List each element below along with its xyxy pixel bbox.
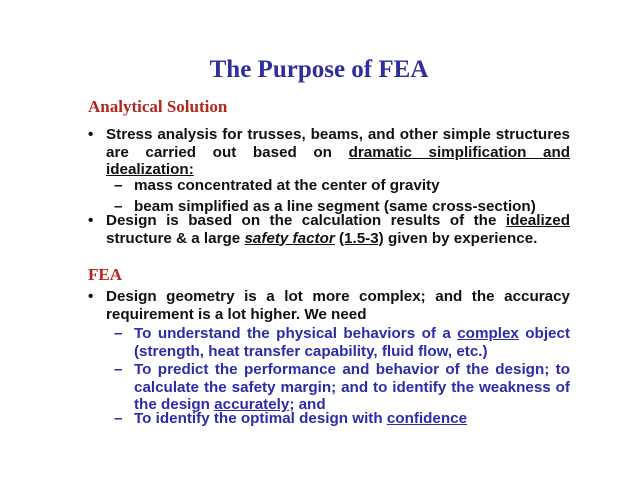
- fea-sub-2: [112, 361, 570, 414]
- factor-range-underlined: (1.5-3): [339, 229, 384, 247]
- bullet-marker: •: [88, 212, 94, 229]
- analytical-sub-2-text: beam simplified as a line segment (same cross-section): [134, 198, 536, 215]
- complex-underlined: complex: [457, 325, 519, 342]
- fea-sub-3: [112, 410, 570, 428]
- fea-sub-1-post: object (strength, heat transfer capability, fluid flow, etc.): [134, 325, 570, 360]
- analytical-sub-1: [112, 177, 570, 195]
- bullet-marker: •: [88, 288, 94, 305]
- analytical-bullet-2-text: Design is based on the calculation results of the: [106, 212, 506, 229]
- slide-title: The Purpose of FEA: [209, 56, 429, 83]
- idealized-underlined: idealized: [505, 212, 570, 229]
- fea-sub-2-text: To predict the performance and behavior of the design; to calculate the safety margin; and to identify the weakness of the design: [134, 361, 570, 413]
- bullet-marker: •: [88, 126, 94, 143]
- fea-sub-1-text: To understand the physical behaviors of a: [134, 325, 458, 342]
- safety-factor-underlined: safety factor: [244, 229, 335, 247]
- fea-sub-3-text: To identify the optimal design with: [134, 410, 387, 427]
- analytical-bullet-1: [88, 126, 570, 179]
- fea-sub-1: [112, 325, 570, 360]
- dash-marker: –: [114, 325, 123, 342]
- accurately-underlined: accurately: [214, 396, 290, 413]
- analytical-bullet-2-post: given by experience.: [383, 229, 538, 247]
- fea-bullet-1: [88, 288, 570, 323]
- dash-marker: –: [114, 198, 123, 215]
- fea-bullet-1-text: Design geometry is a lot more complex; and the accuracy requirement is a lot higher. We need: [106, 288, 570, 323]
- analytical-sub-1-text: mass concentrated at the center of gravity: [134, 177, 440, 194]
- dash-marker: –: [114, 361, 123, 378]
- analytical-bullet-2-mid: structure & a large: [106, 229, 245, 247]
- dash-marker: –: [114, 410, 123, 427]
- heading-fea: FEA: [88, 265, 122, 284]
- heading-analytical-solution: Analytical Solution: [88, 97, 228, 116]
- analytical-bullet-1-underlined: dramatic simplification and idealization:: [106, 143, 570, 178]
- analytical-bullet-2: [88, 212, 570, 247]
- dash-marker: –: [114, 177, 123, 194]
- analytical-bullet-1-text: Stress analysis for trusses, beams, and other simple structures are carried out based on: [106, 126, 570, 161]
- fea-sub-2-post: ; and: [289, 396, 326, 413]
- confidence-underlined: confidence: [386, 410, 468, 427]
